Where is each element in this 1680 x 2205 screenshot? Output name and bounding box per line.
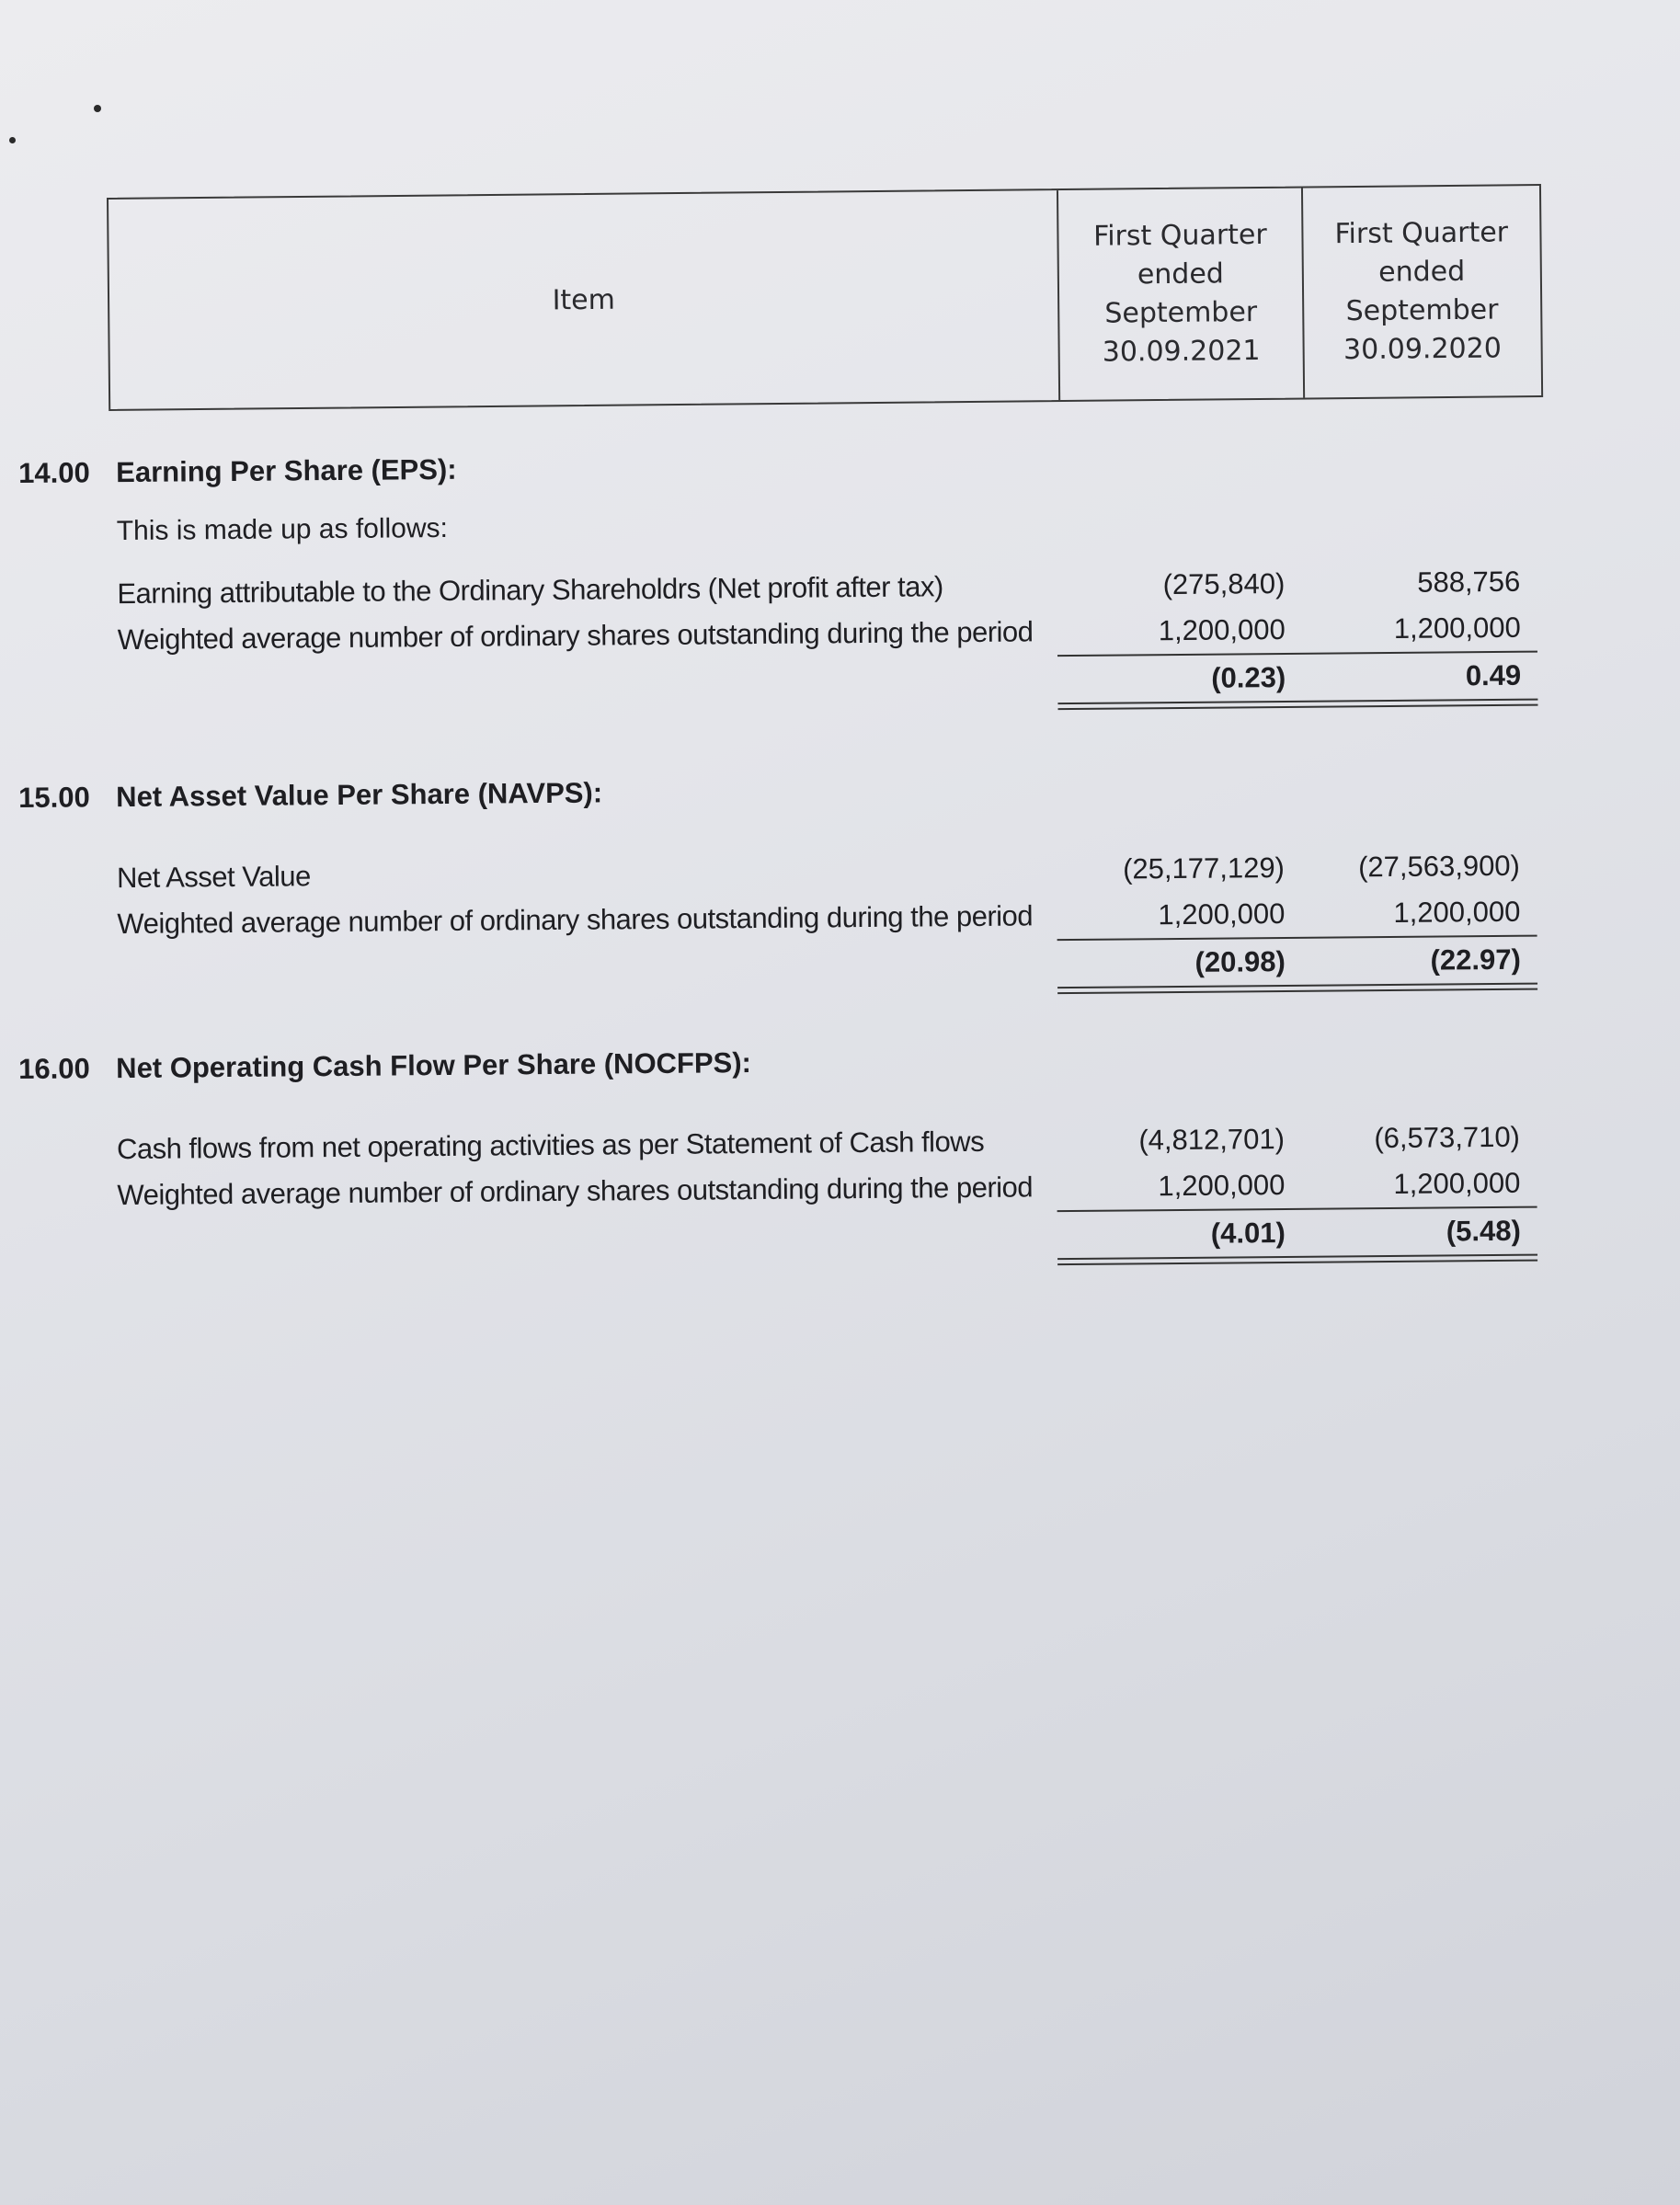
value-2021: 1,200,000 bbox=[1158, 612, 1286, 647]
section-heading bbox=[18, 762, 1545, 821]
section-rows bbox=[19, 843, 1547, 1003]
row-label: Earning attributable to the Ordinary Shareholdrs (Net profit after tax) bbox=[117, 570, 943, 611]
result-2021: (0.23) bbox=[1211, 660, 1286, 694]
value-2020: (27,563,900) bbox=[1357, 849, 1521, 884]
result-2021: (4.01) bbox=[1210, 1216, 1286, 1250]
section-title: Earning Per Share (EPS): bbox=[116, 452, 457, 489]
result-2020: (22.97) bbox=[1430, 943, 1521, 977]
section-number: 14.00 bbox=[18, 456, 90, 489]
section-nocfps bbox=[18, 1034, 1547, 1274]
value-2020: (6,573,710) bbox=[1374, 1120, 1521, 1155]
section-eps bbox=[18, 438, 1547, 719]
ink-speck bbox=[9, 137, 16, 143]
row-label: Net Asset Value bbox=[116, 860, 311, 895]
column-header-table bbox=[107, 184, 1543, 411]
value-2020: 588,756 bbox=[1417, 565, 1521, 599]
section-number: 15.00 bbox=[18, 781, 90, 814]
value-2020: 1,200,000 bbox=[1393, 1166, 1521, 1200]
column-header-2021 bbox=[1058, 189, 1305, 401]
row-label: Weighted average number of ordinary shares outstanding during the period bbox=[117, 1171, 1034, 1212]
section-heading bbox=[18, 1034, 1545, 1092]
section-intro: This is made up as follows: bbox=[116, 512, 449, 547]
column-header-2020 bbox=[1303, 186, 1542, 397]
value-2020: 1,200,000 bbox=[1393, 611, 1521, 645]
result-2020: (5.48) bbox=[1446, 1214, 1521, 1248]
result-2021: (20.98) bbox=[1194, 944, 1286, 978]
section-rows bbox=[19, 559, 1547, 719]
value-2021: (275,840) bbox=[1162, 566, 1286, 601]
section-title: Net Asset Value Per Share (NAVPS): bbox=[116, 776, 603, 814]
item-column-label: Item bbox=[552, 283, 616, 316]
value-2021: (25,177,129) bbox=[1122, 851, 1286, 885]
row-label: Weighted average number of ordinary shares outstanding during the period bbox=[117, 615, 1034, 657]
section-rows bbox=[19, 1114, 1547, 1274]
column-header-2020-label: First Quarter ended September 30.09.2020 bbox=[1334, 216, 1509, 367]
section-title: Net Operating Cash Flow Per Share (NOCFPS): bbox=[116, 1046, 752, 1085]
section-number: 16.00 bbox=[18, 1052, 90, 1085]
item-column-header bbox=[109, 190, 1060, 409]
value-2021: 1,200,000 bbox=[1158, 897, 1286, 931]
ink-speck bbox=[94, 105, 101, 112]
value-2021: 1,200,000 bbox=[1158, 1168, 1286, 1203]
section-navps bbox=[18, 762, 1547, 1003]
value-2021: (4,812,701) bbox=[1138, 1122, 1286, 1157]
value-2020: 1,200,000 bbox=[1393, 895, 1521, 929]
row-label: Cash flows from net operating activities as per Statement of Cash flows bbox=[116, 1125, 985, 1166]
section-heading bbox=[18, 438, 1545, 497]
row-label: Weighted average number of ordinary shares outstanding during the period bbox=[117, 899, 1034, 941]
column-header-2021-label: First Quarter ended September 30.09.2021 bbox=[1093, 218, 1267, 369]
result-2020: 0.49 bbox=[1465, 658, 1522, 692]
